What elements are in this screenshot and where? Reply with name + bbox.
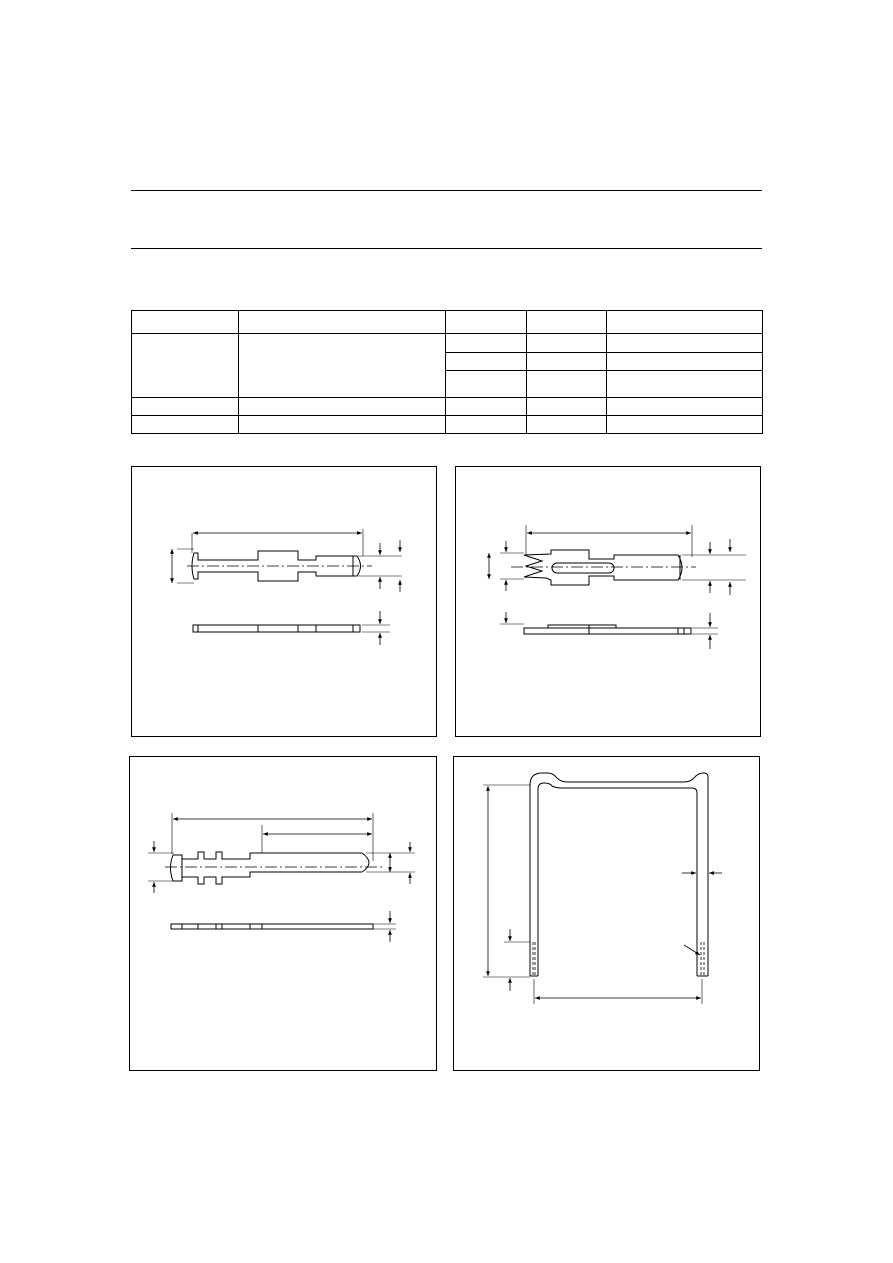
- table-row: [132, 398, 763, 416]
- table-cell: [527, 371, 607, 398]
- table-cell: [239, 416, 446, 434]
- table-cell: [132, 334, 239, 398]
- forked-pin-drawing: [456, 467, 762, 738]
- table-header-cell: [527, 311, 607, 334]
- table-cell: [607, 353, 763, 371]
- table-cell: [607, 416, 763, 434]
- table-cell: [607, 398, 763, 416]
- figure-forked-pin-panel: [455, 466, 761, 737]
- header-top-rule: [131, 190, 762, 191]
- table-cell: [527, 334, 607, 353]
- table-cell: [446, 371, 527, 398]
- table-header-cell: [239, 311, 446, 334]
- figure-wire-jumper-panel: [453, 756, 760, 1071]
- table-header-cell: [607, 311, 763, 334]
- straight-pin-drawing: [132, 467, 438, 738]
- table-cell: [446, 353, 527, 371]
- table-cell: [527, 416, 607, 434]
- stepped-pin-drawing: [130, 757, 438, 1072]
- table-cell: [446, 398, 527, 416]
- table-cell: [607, 334, 763, 353]
- table-cell: [446, 334, 527, 353]
- table-cell: [239, 398, 446, 416]
- table-header-row: [132, 311, 763, 334]
- table-cell: [527, 353, 607, 371]
- table-cell: [607, 371, 763, 398]
- table-header-cell: [132, 311, 239, 334]
- table-cell: [446, 416, 527, 434]
- wire-jumper-drawing: [454, 757, 761, 1072]
- figure-straight-pin-panel: [131, 466, 437, 737]
- table-cell: [527, 398, 607, 416]
- table-cell: [239, 334, 446, 398]
- table-row: [132, 334, 763, 353]
- table-cell: [132, 416, 239, 434]
- table-header-cell: [446, 311, 527, 334]
- figure-stepped-pin-panel: [129, 756, 437, 1071]
- spec-table: [131, 310, 763, 434]
- header-bottom-rule: [131, 248, 762, 249]
- table-row: [132, 416, 763, 434]
- table-cell: [132, 398, 239, 416]
